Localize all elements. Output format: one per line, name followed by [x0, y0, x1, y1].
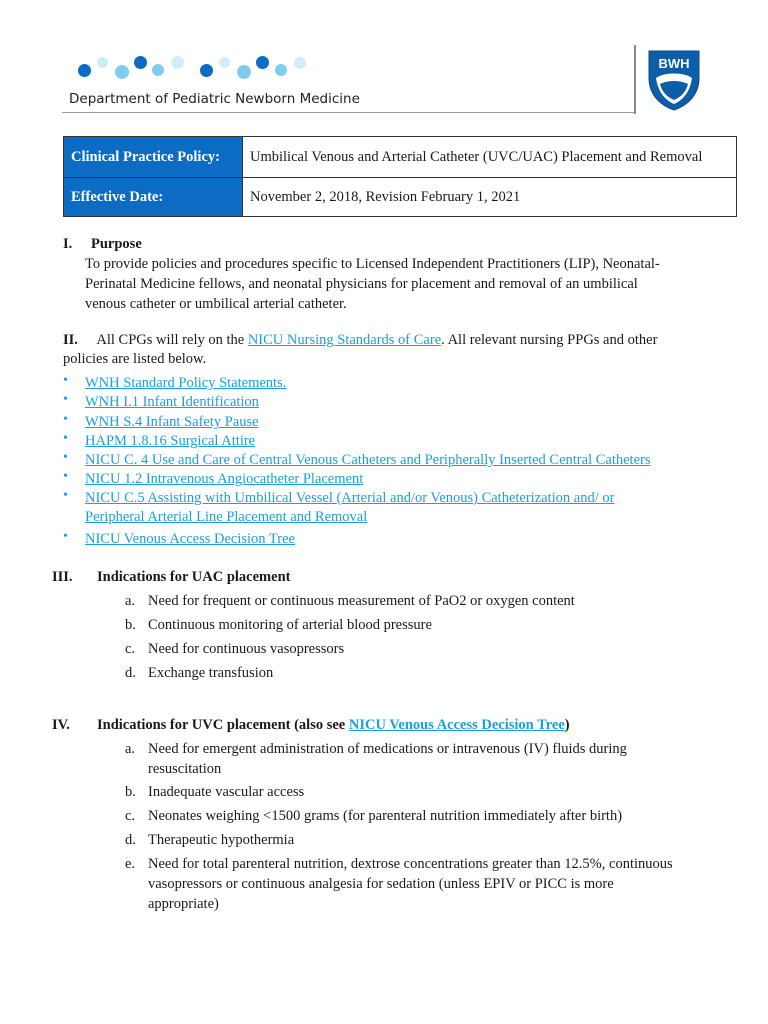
bullet-icon: •	[63, 373, 68, 388]
nursing-standards-link[interactable]: NICU Nursing Standards of Care	[247, 332, 442, 348]
list-letter: e.	[125, 856, 136, 872]
effective-date-value: November 2, 2018, Revision February 1, 2021	[243, 178, 737, 217]
list-item: Need for continuous vasopressors	[148, 641, 345, 657]
list-item: Exchange transfusion	[148, 665, 274, 681]
bullet-icon: •	[63, 488, 68, 503]
purpose-line: To provide policies and procedures specific to Licensed Independent Practitioners (LIP), Neonatal-	[85, 256, 660, 272]
section-numeral: I.	[63, 236, 73, 252]
policy-link-continued[interactable]: Peripheral Arterial Line Placement and Removal	[85, 509, 368, 525]
effective-date-label: Effective Date:	[64, 178, 243, 217]
policy-link[interactable]: WNH S.4 Infant Safety Pause	[85, 414, 259, 430]
heading-text: )	[564, 717, 570, 733]
section-numeral: II.	[63, 332, 78, 348]
bullet-icon: •	[63, 450, 68, 465]
bullet-icon: •	[63, 431, 68, 446]
department-title: Department of Pediatric Newborn Medicine	[69, 91, 360, 107]
policy-link[interactable]: WNH Standard Policy Statements.	[85, 375, 287, 391]
heading-text: Indications for UVC placement (also see	[97, 717, 349, 733]
list-item: Therapeutic hypothermia	[148, 832, 295, 848]
policy-link[interactable]: NICU C.5 Assisting with Umbilical Vessel (Arterial and/or Venous) Catheterization and/ or	[85, 490, 615, 506]
intro-text: . All relevant nursing PPGs and other	[441, 332, 658, 348]
decision-tree-link[interactable]: NICU Venous Access Decision Tree	[348, 717, 565, 733]
policy-link[interactable]: WNH I.1 Infant Identification	[85, 394, 259, 410]
list-item: Need for emergent administration of medications or intravenous (IV) fluids during	[148, 741, 627, 757]
list-item: Inadequate vascular access	[148, 784, 305, 800]
bullet-icon: •	[63, 529, 68, 544]
section2-intro	[63, 330, 657, 350]
list-letter: d.	[125, 665, 136, 681]
bullet-icon: •	[63, 469, 68, 484]
list-letter: c.	[125, 808, 136, 824]
logo-text: BWH	[658, 56, 690, 71]
list-letter: d.	[125, 832, 136, 848]
list-item: Need for frequent or continuous measurement of PaO2 or oxygen content	[148, 593, 575, 609]
list-letter: b.	[125, 784, 136, 800]
policy-title: Umbilical Venous and Arterial Catheter (UVC/UAC) Placement and Removal	[243, 137, 737, 178]
section-numeral: IV.	[52, 717, 70, 733]
section2-intro-line2: policies are listed below.	[63, 351, 207, 367]
list-letter: b.	[125, 617, 136, 633]
section-heading	[97, 715, 570, 735]
bullet-icon: •	[63, 392, 68, 407]
section-heading: Indications for UAC placement	[97, 569, 291, 585]
section-numeral: III.	[52, 569, 73, 585]
purpose-line: Perinatal Medicine fellows, and neonatal physicians for placement and removal of an umbilical	[85, 276, 638, 292]
list-item: Need for total parenteral nutrition, dextrose concentrations greater than 12.5%, continuous	[148, 856, 673, 872]
list-item: Continuous monitoring of arterial blood pressure	[148, 617, 432, 633]
policy-link[interactable]: NICU C. 4 Use and Care of Central Venous Catheters and Peripherally Inserted Central Catheters	[85, 452, 651, 468]
list-item-continued: appropriate)	[148, 896, 219, 912]
list-letter: a.	[125, 741, 136, 757]
policy-link[interactable]: NICU 1.2 Intravenous Angiocatheter Placement	[85, 471, 364, 487]
list-item: Neonates weighing <1500 grams (for parenteral nutrition immediately after birth)	[148, 808, 623, 824]
list-letter: c.	[125, 641, 136, 657]
list-item-continued: resuscitation	[148, 761, 222, 777]
intro-text: All CPGs will rely on the	[96, 332, 248, 348]
list-item-continued: vasopressors or continuous analgesia for sedation (unless EPIV or PICC is more	[148, 876, 614, 892]
policy-label: Clinical Practice Policy:	[64, 137, 243, 178]
section-heading: Purpose	[91, 236, 142, 252]
policy-link[interactable]: HAPM 1.8.16 Surgical Attire	[85, 433, 256, 449]
purpose-line: venous catheter or umbilical arterial catheter.	[85, 296, 347, 312]
list-letter: a.	[125, 593, 136, 609]
policy-link[interactable]: NICU Venous Access Decision Tree	[85, 531, 295, 547]
bullet-icon: •	[63, 412, 68, 427]
